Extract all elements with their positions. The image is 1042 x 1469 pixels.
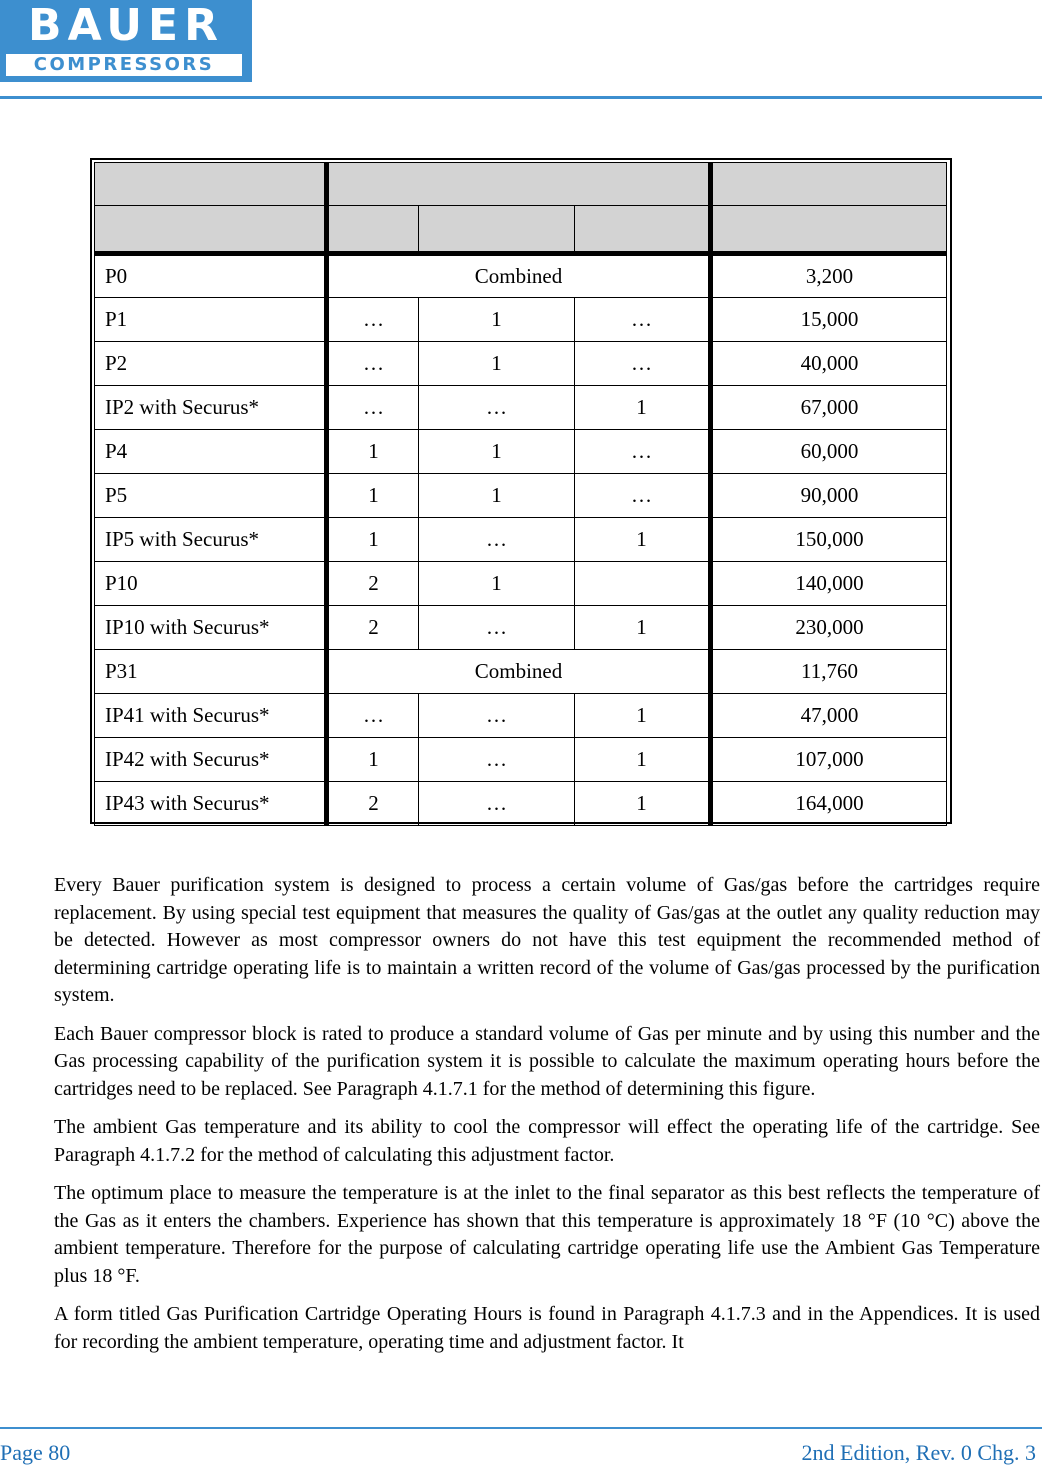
table-header-row-1 — [95, 163, 947, 206]
table-row — [95, 518, 947, 562]
page-number: Page 80 — [0, 1440, 71, 1465]
capacity-value: 164,000 — [711, 782, 947, 826]
table-row — [95, 738, 947, 782]
cell-a: 1 — [327, 430, 419, 474]
table-row — [95, 430, 947, 474]
cell-a: … — [327, 298, 419, 342]
system-name: P5 — [95, 474, 327, 518]
cell-c: … — [575, 342, 711, 386]
cell-a: … — [327, 694, 419, 738]
paragraph: Every Bauer purification system is designed to process a certain volume of Gas/gas before the cartridges require replacement. By using special test equipment that measures the quality of Gas/gas at the outlet any quality reduction may be detected. However as most compressor owners do not have this test equipment the recommended method of determining cartridge operating life is to maintain a written record of the volume of Gas/gas processed by the purification system. — [54, 874, 1040, 1006]
footer-rule — [0, 1427, 1042, 1429]
cell-b: 1 — [419, 474, 575, 518]
system-name: P0 — [95, 254, 327, 298]
cell-c: 1 — [575, 518, 711, 562]
body-text — [54, 872, 1040, 1367]
paragraph: The ambient Gas temperature and its ability to cool the compressor will effect the operating life of the cartridge. See Paragraph 4.1.7.2 for the method of calculating this adjustment factor. — [54, 1116, 1040, 1166]
capacity-value: 90,000 — [711, 474, 947, 518]
cell-b: 1 — [419, 430, 575, 474]
cell-c — [575, 562, 711, 606]
cell-a: … — [327, 386, 419, 430]
system-name: IP43 with Securus* — [95, 782, 327, 826]
cell-b: … — [419, 782, 575, 826]
paragraph: The optimum place to measure the temperature is at the inlet to the final separator as this best reflects the temperature of the Gas as it enters the chambers. Experience has shown that this temperature is approximately 18 °F (10 °C) above the ambient temperature. Therefore for the purpose of calculating cartridge operating life use the Ambient Gas Temperature plus 18 °F. — [54, 1182, 1040, 1287]
cell-b: … — [419, 386, 575, 430]
combined-cell: Combined — [327, 254, 711, 298]
cell-a: 2 — [327, 562, 419, 606]
cell-c: … — [575, 474, 711, 518]
capacity-value: 47,000 — [711, 694, 947, 738]
cell-a: 2 — [327, 782, 419, 826]
cell-c: 1 — [575, 738, 711, 782]
table-row — [95, 650, 947, 694]
system-name: IP2 with Securus* — [95, 386, 327, 430]
system-name: P1 — [95, 298, 327, 342]
capacity-value: 67,000 — [711, 386, 947, 430]
capacity-value: 40,000 — [711, 342, 947, 386]
cell-c: 1 — [575, 606, 711, 650]
table-row — [95, 562, 947, 606]
paragraph: Each Bauer compressor block is rated to produce a standard volume of Gas per minute and by using this number and the Gas processing capability of the purification system it is possible to calculate the maximum operating hours before the cartridges need to be replaced. See Paragraph 4.1.7.1 for the method of determining this figure. — [54, 1022, 1040, 1100]
header-cell — [711, 206, 947, 254]
header-cell — [95, 206, 327, 254]
system-name: IP42 with Securus* — [95, 738, 327, 782]
cell-b: … — [419, 738, 575, 782]
cell-a: 1 — [327, 474, 419, 518]
cell-b: 1 — [419, 562, 575, 606]
table-header-row-2 — [95, 206, 947, 254]
logo-subtitle: COMPRESSORS — [4, 52, 244, 78]
cell-a: 1 — [327, 518, 419, 562]
cell-b: … — [419, 606, 575, 650]
system-name: IP41 with Securus* — [95, 694, 327, 738]
system-name: IP10 with Securus* — [95, 606, 327, 650]
system-name: P4 — [95, 430, 327, 474]
combined-cell: Combined — [327, 650, 711, 694]
cell-c: 1 — [575, 386, 711, 430]
system-name: IP5 with Securus* — [95, 518, 327, 562]
edition-label: 2nd Edition, Rev. 0 Chg. 3 — [801, 1440, 1036, 1465]
header-cell — [327, 206, 419, 254]
purification-capacity-table — [94, 162, 947, 826]
capacity-value: 230,000 — [711, 606, 947, 650]
cell-a: 1 — [327, 738, 419, 782]
capacity-value: 140,000 — [711, 562, 947, 606]
bauer-compressors-logo — [0, 0, 252, 82]
cell-b: … — [419, 518, 575, 562]
system-name: P10 — [95, 562, 327, 606]
cell-a: … — [327, 342, 419, 386]
header-rule — [0, 96, 1042, 99]
header-cell — [327, 163, 711, 206]
cell-b: … — [419, 694, 575, 738]
header-cell — [419, 206, 575, 254]
cell-a: 2 — [327, 606, 419, 650]
capacity-value: 107,000 — [711, 738, 947, 782]
header-cell — [95, 163, 327, 206]
capacity-value: 60,000 — [711, 430, 947, 474]
table-row — [95, 342, 947, 386]
table-row — [95, 694, 947, 738]
table-row — [95, 606, 947, 650]
table-row — [95, 782, 947, 826]
cell-c: … — [575, 430, 711, 474]
table-row — [95, 474, 947, 518]
cell-b: 1 — [419, 298, 575, 342]
cell-b: 1 — [419, 342, 575, 386]
cell-c: 1 — [575, 694, 711, 738]
table-row — [95, 254, 947, 298]
table-row — [95, 386, 947, 430]
cell-c: … — [575, 298, 711, 342]
header-cell — [575, 206, 711, 254]
capacity-value: 15,000 — [711, 298, 947, 342]
system-name: P31 — [95, 650, 327, 694]
capacity-value: 150,000 — [711, 518, 947, 562]
header-cell — [711, 163, 947, 206]
table-row — [95, 298, 947, 342]
capacity-value: 3,200 — [711, 254, 947, 298]
system-name: P2 — [95, 342, 327, 386]
cell-c: 1 — [575, 782, 711, 826]
logo-brand: BAUER — [28, 0, 224, 51]
paragraph: A form titled Gas Purification Cartridge Operating Hours is found in Paragraph 4.1.7.3 and in the Appendices. It is used for recording the ambient temperature, operating time and adjustment factor. It — [54, 1303, 1040, 1353]
capacity-value: 11,760 — [711, 650, 947, 694]
